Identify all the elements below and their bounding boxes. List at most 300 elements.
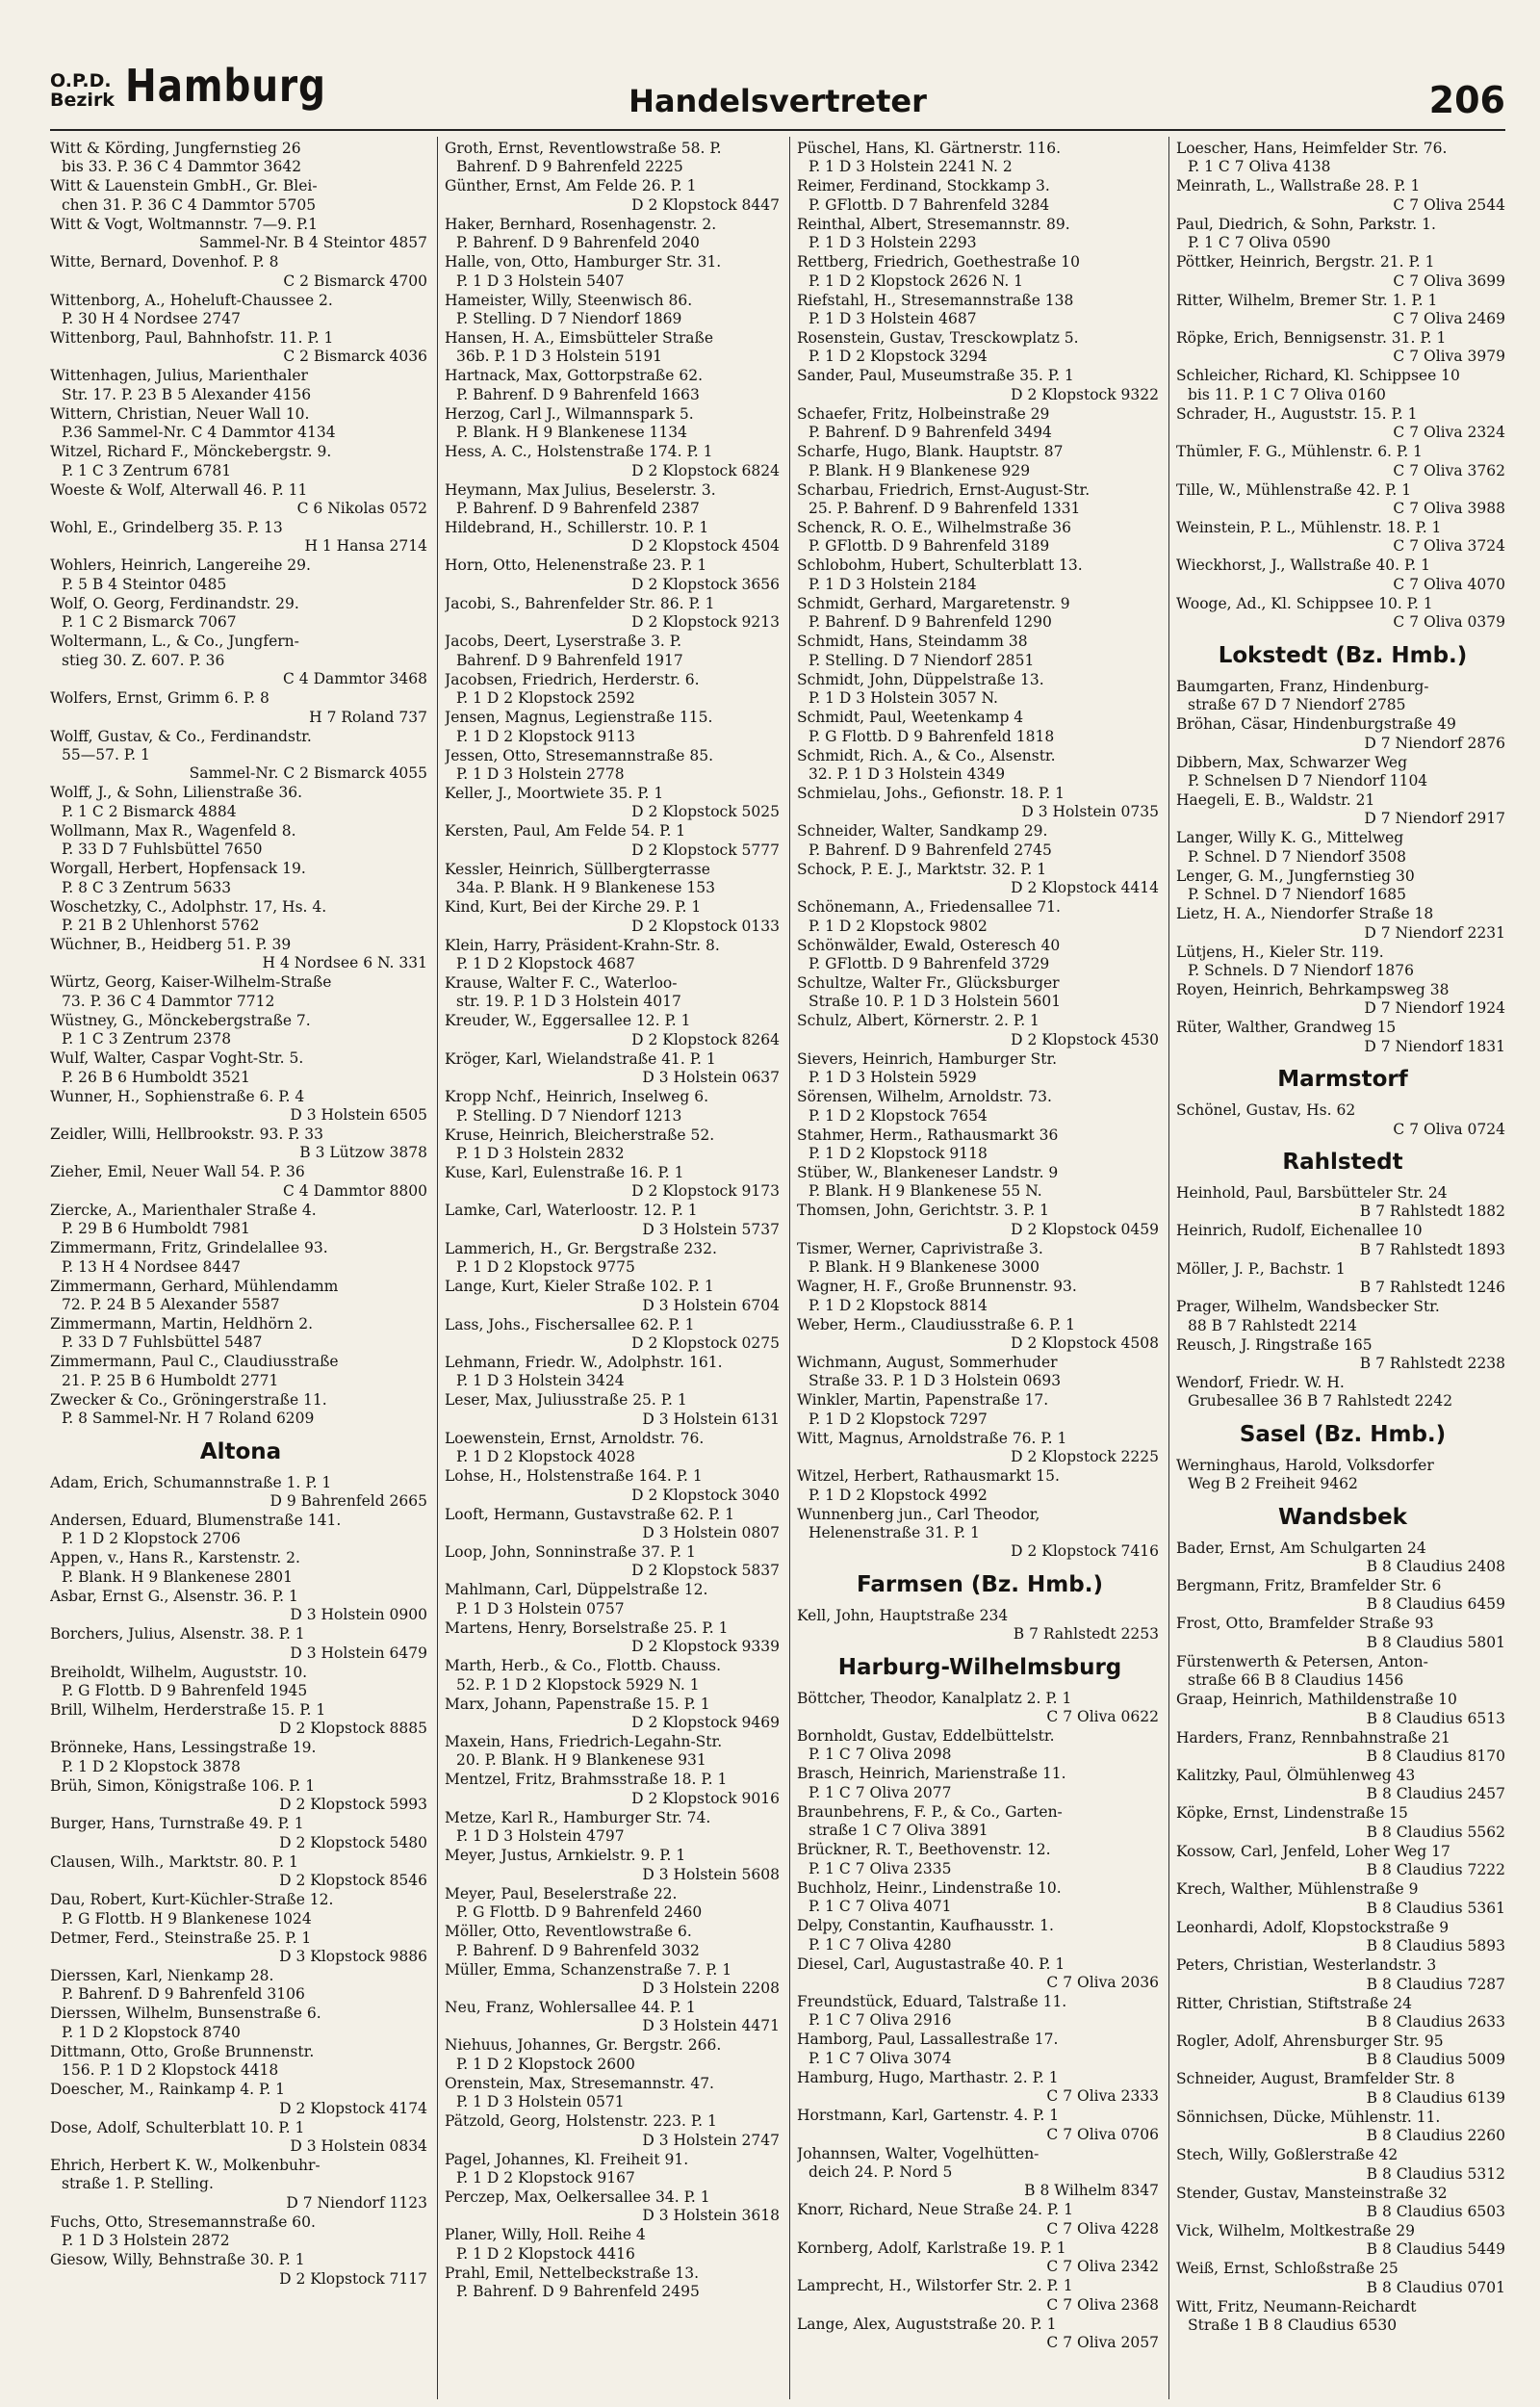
directory-entry xyxy=(1176,595,1509,633)
entry-detail-line: P. Blank. H 9 Blankenese 1134 xyxy=(456,424,687,442)
entry-detail-line: B 8 Claudius 2633 xyxy=(1366,2012,1505,2031)
entry-name-line: Andersen, Eduard, Blumenstraße 141. xyxy=(50,1512,342,1530)
directory-entry xyxy=(797,1316,1163,1354)
entry-detail-line: P. Stelling. D 7 Niendorf 2851 xyxy=(808,651,1035,669)
entry-detail-line: P. G Flottb. D 9 Bahrenfeld 1818 xyxy=(808,727,1055,745)
section-heading: Lokstedt (Bz. Hmb.) xyxy=(1218,642,1468,668)
entry-detail-line: C 7 Oliva 2057 xyxy=(1046,2333,1159,2351)
directory-entry xyxy=(50,595,431,633)
entry-name-line: Leonhardi, Adolf, Klopstockstraße 9 xyxy=(1176,1918,1450,1936)
entry-name-line: Wichmann, August, Sommerhuder xyxy=(797,1354,1058,1371)
entry-detail-line: P. Bahrenf. D 9 Bahrenfeld 2040 xyxy=(456,234,700,252)
entry-name-line: Röpke, Erich, Bennigsenstr. 31. P. 1 xyxy=(1176,329,1447,348)
directory-entry xyxy=(797,329,1163,367)
directory-entry xyxy=(797,595,1163,633)
directory-entry xyxy=(445,556,783,594)
entry-detail-line: P. Blank. H 9 Blankenese 929 xyxy=(808,461,1031,479)
entry-detail-line: D 3 Holstein 3618 xyxy=(642,2207,780,2225)
entry-name-line: Baumgarten, Franz, Hindenburg- xyxy=(1176,677,1429,695)
directory-entry xyxy=(50,1474,431,1512)
entry-detail-line: Bahrenf. D 9 Bahrenfeld 1917 xyxy=(456,651,683,669)
directory-entry xyxy=(50,784,431,821)
entry-name-line: Winkler, Martin, Papenstraße 17. xyxy=(797,1391,1049,1410)
entry-detail-line: P. Stelling. D 7 Niendorf 1213 xyxy=(456,1106,682,1125)
directory-entry xyxy=(1176,177,1509,215)
entry-name-line: Schulz, Albert, Körnerstr. 2. P. 1 xyxy=(797,1012,1040,1030)
directory-entry xyxy=(50,1701,431,1739)
entry-detail-line: D 2 Klopstock 7117 xyxy=(279,2269,427,2288)
column-4 xyxy=(1176,140,1509,2397)
directory-entry xyxy=(50,860,431,897)
entry-name-line: Woschetzky, C., Adolphstr. 17, Hs. 4. xyxy=(50,897,327,916)
entry-name-line: Lange, Kurt, Kieler Straße 102. P. 1 xyxy=(445,1278,714,1296)
directory-entry xyxy=(445,140,783,177)
page-title: Handelsvertreter xyxy=(629,83,927,119)
directory-entry xyxy=(797,633,1163,670)
entry-name-line: Möller, J. P., Bachstr. 1 xyxy=(1176,1259,1346,1278)
entry-name-line: Groth, Ernst, Reventlowstraße 58. P. xyxy=(445,140,722,157)
section-heading: Altona xyxy=(199,1438,282,1464)
entry-name-line: Loop, John, Sonninstraße 37. P. 1 xyxy=(445,1543,696,1562)
directory-entry xyxy=(1176,1919,1509,1956)
entry-name-line: Ziercke, A., Marienthaler Straße 4. xyxy=(50,1201,317,1219)
directory-entry xyxy=(445,481,783,519)
directory-entry xyxy=(797,292,1163,329)
entry-name-line: Vick, Wilhelm, Moltkestraße 29 xyxy=(1176,2221,1416,2239)
directory-entry xyxy=(797,1430,1163,1467)
entry-detail-line: P. 8 Sammel-Nr. H 7 Roland 6209 xyxy=(62,1410,315,1428)
entry-detail-line: 32. P. 1 D 3 Holstein 4349 xyxy=(808,764,1006,783)
entry-detail-line: D 2 Klopstock 0133 xyxy=(631,917,780,935)
entry-detail-line: D 2 Klopstock 4530 xyxy=(1011,1030,1159,1048)
entry-name-line: Kröger, Karl, Wielandstraße 41. P. 1 xyxy=(445,1049,716,1068)
directory-entry xyxy=(1176,292,1509,329)
directory-entry xyxy=(1176,1956,1509,1994)
column-divider xyxy=(437,137,438,2399)
entry-name-line: Wittenborg, Paul, Bahnhofstr. 11. P. 1 xyxy=(50,329,334,348)
entry-name-line: Martens, Henry, Borselstraße 25. P. 1 xyxy=(445,1618,729,1637)
entry-detail-line: B 8 Claudius 7287 xyxy=(1366,1975,1505,1993)
entry-detail-line: B 8 Claudius 8170 xyxy=(1366,1747,1505,1766)
entry-detail-line: B 8 Claudius 5562 xyxy=(1366,1823,1505,1841)
entry-name-line: Möller, Otto, Reventlowstraße 6. xyxy=(445,1923,692,1941)
directory-entry xyxy=(797,1879,1163,1917)
entry-detail-line: P. 30 H 4 Nordsee 2747 xyxy=(62,310,241,328)
entry-name-line: Woltermann, L., & Co., Jungfern- xyxy=(50,633,299,651)
entry-detail-line: P. 33 D 7 Fuhlsbüttel 5487 xyxy=(62,1333,263,1352)
directory-entry xyxy=(445,1809,783,1847)
directory-entry xyxy=(50,2005,431,2042)
section-heading: Sasel (Bz. Hmb.) xyxy=(1239,1421,1447,1447)
entry-detail-line: P. Bahrenf. D 9 Bahrenfeld 2495 xyxy=(456,2283,700,2301)
entry-detail-line: B 8 Claudius 5009 xyxy=(1366,2051,1505,2069)
entry-name-line: Sievers, Heinrich, Hamburger Str. xyxy=(797,1049,1058,1068)
directory-entry xyxy=(445,1619,783,1657)
district-label: O.P.D. Bezirk xyxy=(50,70,115,111)
directory-entry xyxy=(797,1391,1163,1429)
directory-entry xyxy=(50,973,431,1011)
directory-entry xyxy=(445,2151,783,2188)
directory-entry xyxy=(797,1354,1163,1391)
directory-entry xyxy=(445,1240,783,1278)
entry-detail-line: D 7 Niendorf 1831 xyxy=(1364,1037,1505,1055)
entry-detail-line: C 7 Oliva 4228 xyxy=(1046,2219,1159,2238)
entry-detail-line: 20. P. Blank. H 9 Blankenese 931 xyxy=(456,1751,706,1770)
entry-name-line: Frost, Otto, Bramfelder Straße 93 xyxy=(1176,1615,1434,1633)
entry-detail-line: B 8 Claudius 5361 xyxy=(1366,1899,1505,1917)
entry-detail-line: C 7 Oliva 2324 xyxy=(1393,424,1505,442)
entry-name-line: Paul, Diedrich, & Sohn, Parkstr. 1. xyxy=(1176,215,1436,233)
directory-entry xyxy=(1176,1019,1509,1056)
entry-detail-line: D 7 Niendorf 1123 xyxy=(286,2193,427,2212)
directory-entry xyxy=(797,556,1163,594)
entry-detail-line: D 2 Klopstock 4508 xyxy=(1011,1334,1159,1352)
entry-name-line: Meyer, Paul, Beselerstraße 22. xyxy=(445,1884,678,1902)
directory-entry xyxy=(797,2316,1163,2353)
entry-name-line: Jacobi, S., Bahrenfelder Str. 86. P. 1 xyxy=(445,594,715,612)
entry-name-line: Schönel, Gustav, Hs. 62 xyxy=(1176,1101,1356,1120)
entry-name-line: Kuse, Karl, Eulenstraße 16. P. 1 xyxy=(445,1163,684,1181)
entry-name-line: Dau, Robert, Kurt-Küchler-Straße 12. xyxy=(50,1891,334,1909)
entry-detail-line: D 2 Klopstock 5777 xyxy=(631,841,780,859)
directory-entry xyxy=(445,1733,783,1771)
directory-entry xyxy=(1176,944,1509,981)
entry-name-line: Dose, Adolf, Schulterblatt 10. P. 1 xyxy=(50,2118,305,2136)
directory-entry xyxy=(1176,754,1509,791)
entry-detail-line: P. 1 D 3 Holstein 2241 N. 2 xyxy=(808,158,1013,176)
entry-name-line: Breiholdt, Wilhelm, Auguststr. 10. xyxy=(50,1663,308,1681)
entry-name-line: Delpy, Constantin, Kaufhausstr. 1. xyxy=(797,1917,1054,1935)
entry-detail-line: D 2 Klopstock 9213 xyxy=(631,613,780,632)
directory-entry xyxy=(797,974,1163,1012)
entry-detail-line: D 2 Klopstock 8264 xyxy=(631,1030,780,1048)
column-2 xyxy=(445,140,783,2397)
directory-entry xyxy=(50,1929,431,1967)
directory-entry xyxy=(1176,216,1509,253)
entry-detail-line: D 3 Holstein 0637 xyxy=(642,1069,780,1087)
entry-detail-line: P. 1 D 3 Holstein 5407 xyxy=(456,272,625,290)
entry-name-line: Witzel, Richard F., Mönckebergstr. 9. xyxy=(50,443,332,461)
directory-entry xyxy=(445,861,783,898)
column-divider xyxy=(789,137,790,2399)
entry-name-line: Weinstein, P. L., Mühlenstr. 18. P. 1 xyxy=(1176,519,1442,537)
entry-name-line: Witt & Vogt, Woltmannstr. 7—9. P.1 xyxy=(50,215,319,233)
entry-name-line: Horstmann, Karl, Gartenstr. 4. P. 1 xyxy=(797,2107,1060,2125)
entry-name-line: Maxein, Hans, Friedrich-Legahn-Str. xyxy=(445,1733,723,1751)
directory-entry xyxy=(1176,405,1509,443)
entry-detail-line: D 3 Holstein 5608 xyxy=(642,1865,780,1883)
entry-name-line: Schmidt, Rich. A., & Co., Alsenstr. xyxy=(797,746,1056,764)
entry-name-line: Heymann, Max Julius, Beselerstr. 3. xyxy=(445,480,716,499)
directory-entry xyxy=(797,216,1163,253)
directory-entry xyxy=(50,633,431,688)
entry-name-line: Wollmann, Max R., Wagenfeld 8. xyxy=(50,821,296,840)
entry-name-line: Rosenstein, Gustav, Tresckowplatz 5. xyxy=(797,329,1079,348)
entry-name-line: Schmidt, Gerhard, Margaretenstr. 9 xyxy=(797,594,1070,612)
entry-detail-line: P. 1 D 3 Holstein 2832 xyxy=(456,1144,625,1162)
entry-detail-line: P. 1 D 2 Klopstock 8740 xyxy=(62,2023,241,2041)
directory-entry xyxy=(797,1012,1163,1049)
entry-name-line: Wohlers, Heinrich, Langereihe 29. xyxy=(50,556,311,575)
entry-name-line: Witt, Fritz, Neumann-Reichardt xyxy=(1176,2297,1417,2316)
entry-detail-line: P. 1 D 2 Klopstock 2626 N. 1 xyxy=(808,272,1024,290)
directory-entry xyxy=(50,405,431,443)
entry-name-line: Herzog, Carl J., Wilmannspark 5. xyxy=(445,404,694,423)
entry-name-line: Schönwälder, Ewald, Osteresch 40 xyxy=(797,936,1061,954)
entry-name-line: Brüh, Simon, Königstraße 106. P. 1 xyxy=(50,1776,316,1795)
entry-detail-line: P. 1 D 2 Klopstock 9113 xyxy=(456,727,635,745)
entry-detail-line: P. G Flottb. H 9 Blankenese 1024 xyxy=(62,1909,312,1928)
directory-entry xyxy=(797,1803,1163,1841)
entry-detail-line: P. G Flottb. D 9 Bahrenfeld 1945 xyxy=(62,1682,308,1700)
entry-detail-line: bis 33. P. 36 C 4 Dammtor 3642 xyxy=(62,158,302,176)
directory-entry xyxy=(50,2119,431,2157)
directory-entry xyxy=(445,937,783,974)
entry-detail-line: C 7 Oliva 3699 xyxy=(1393,272,1505,290)
directory-entry xyxy=(445,1430,783,1467)
entry-detail-line: P. 1 C 7 Oliva 2916 xyxy=(808,2011,952,2030)
entry-detail-line: P. 1 D 2 Klopstock 4416 xyxy=(456,2244,635,2263)
entry-detail-line: P. 1 C 2 Bismarck 4884 xyxy=(62,802,237,820)
directory-entry xyxy=(50,1664,431,1701)
entry-name-line: Wendorf, Friedr. W. H. xyxy=(1176,1374,1345,1391)
directory-entry xyxy=(445,2265,783,2302)
directory-entry xyxy=(797,2107,1163,2144)
entry-detail-line: D 2 Klopstock 8885 xyxy=(279,1720,427,1738)
directory-entry xyxy=(445,177,783,215)
entry-detail-line: P. Schnel. D 7 Niendorf 1685 xyxy=(1188,886,1406,904)
directory-entry xyxy=(50,253,431,291)
entry-detail-line: P. GFlottb. D 9 Bahrenfeld 3189 xyxy=(808,537,1050,556)
directory-entry xyxy=(50,1049,431,1087)
directory-entry xyxy=(50,1853,431,1891)
directory-entry xyxy=(445,1923,783,1960)
entry-detail-line: 21. P. 25 B 6 Humboldt 2771 xyxy=(62,1371,279,1389)
entry-detail-line: D 3 Holstein 6479 xyxy=(290,1643,427,1662)
entry-detail-line: straße 66 B 8 Claudius 1456 xyxy=(1188,1671,1404,1690)
directory-entry xyxy=(50,481,431,519)
entry-name-line: Witt & Körding, Jungfernstieg 26 xyxy=(50,140,301,157)
directory-entry xyxy=(1176,1184,1509,1222)
entry-detail-line: straße 1. P. Stelling. xyxy=(62,2175,214,2193)
entry-name-line: Bornholdt, Gustav, Eddelbüttelstr. xyxy=(797,1727,1055,1746)
entry-name-line: Schock, P. E. J., Marktstr. 32. P. 1 xyxy=(797,860,1047,878)
entry-detail-line: P. 1 C 7 Oliva 3074 xyxy=(808,2049,952,2067)
entry-name-line: Wolf, O. Georg, Ferdinandstr. 29. xyxy=(50,594,299,612)
entry-name-line: Wittenborg, A., Hoheluft-Chaussee 2. xyxy=(50,291,333,309)
entry-name-line: Schultze, Walter Fr., Glücksburger xyxy=(797,973,1060,992)
entry-detail-line: P. 1 C 7 Oliva 2098 xyxy=(808,1746,952,1764)
entry-detail-line: straße 67 D 7 Niendorf 2785 xyxy=(1188,696,1406,714)
directory-entry xyxy=(445,1999,783,2036)
entry-detail-line: P. 13 H 4 Nordsee 8447 xyxy=(62,1257,241,1276)
entry-detail-line: P. 1 D 2 Klopstock 7297 xyxy=(808,1410,988,1428)
directory-entry xyxy=(50,2213,431,2251)
section-heading: Harburg-Wilhelmsburg xyxy=(837,1654,1122,1680)
entry-name-line: Wolff, Gustav, & Co., Ferdinandstr. xyxy=(50,727,312,745)
entry-detail-line: B 8 Claudius 5893 xyxy=(1366,1937,1505,1955)
entry-detail-line: straße 1 C 7 Oliva 3891 xyxy=(808,1822,988,1840)
entry-detail-line: P. 1 D 2 Klopstock 9167 xyxy=(456,2168,635,2187)
entry-name-line: Langer, Willy K. G., Mittelweg xyxy=(1176,829,1404,847)
entry-detail-line: P. 1 D 2 Klopstock 9802 xyxy=(808,917,988,935)
entry-name-line: Lehmann, Friedr. W., Adolphstr. 161. xyxy=(445,1354,723,1371)
entry-name-line: Kell, John, Hauptstraße 234 xyxy=(797,1606,1009,1624)
directory-entry xyxy=(797,177,1163,215)
section-heading: Rahlstedt xyxy=(1282,1149,1403,1175)
directory-entry xyxy=(797,1607,1163,1644)
entry-detail-line: D 2 Klopstock 9173 xyxy=(631,1182,780,1201)
entry-detail-line: D 3 Holstein 6505 xyxy=(290,1105,427,1124)
entry-name-line: Schleicher, Richard, Kl. Schippsee 10 xyxy=(1176,367,1460,385)
entry-detail-line: D 7 Niendorf 2876 xyxy=(1364,734,1505,752)
entry-detail-line: P. G Flottb. D 9 Bahrenfeld 2460 xyxy=(456,1903,703,1922)
entry-name-line: Pöttker, Heinrich, Bergstr. 21. P. 1 xyxy=(1176,253,1435,272)
directory-entry xyxy=(797,2145,1163,2201)
directory-entry xyxy=(1176,2298,1509,2336)
entry-detail-line: P. 1 C 7 Oliva 2335 xyxy=(808,1859,952,1877)
entry-detail-line: D 7 Niendorf 1924 xyxy=(1364,999,1505,1018)
entry-name-line: Borchers, Julius, Alsenstr. 38. P. 1 xyxy=(50,1625,305,1643)
entry-detail-line: P. GFlottb. D 7 Bahrenfeld 3284 xyxy=(808,195,1050,214)
directory-entry xyxy=(445,1088,783,1126)
entry-name-line: Wagner, H. F., Große Brunnenstr. 93. xyxy=(797,1278,1077,1296)
directory-entry xyxy=(445,709,783,746)
directory-entry xyxy=(1176,556,1509,594)
entry-detail-line: B 7 Rahlstedt 1882 xyxy=(1359,1203,1505,1221)
directory-entry xyxy=(1176,1691,1509,1728)
entry-name-line: Dibbern, Max, Schwarzer Weg xyxy=(1176,753,1407,771)
directory-entry xyxy=(1176,791,1509,829)
entry-name-line: Rüter, Walther, Grandweg 15 xyxy=(1176,1019,1397,1037)
entry-name-line: Scharbau, Friedrich, Ernst-August-Str. xyxy=(797,480,1091,499)
entry-detail-line: C 7 Oliva 2036 xyxy=(1046,1973,1159,1991)
entry-detail-line: C 7 Oliva 2544 xyxy=(1393,195,1505,214)
entry-name-line: Schrader, H., Auguststr. 15. P. 1 xyxy=(1176,404,1418,423)
header-rule xyxy=(50,129,1505,131)
entry-detail-line: 25. P. Bahrenf. D 9 Bahrenfeld 1331 xyxy=(808,500,1081,518)
directory-entry xyxy=(797,1240,1163,1278)
column-divider xyxy=(1168,137,1169,2399)
entry-name-line: Wittenhagen, Julius, Marienthaler xyxy=(50,367,308,385)
entry-name-line: Bader, Ernst, Am Schulgarten 24 xyxy=(1176,1539,1426,1557)
entry-name-line: Stahmer, Herm., Rathausmarkt 36 xyxy=(797,1126,1059,1144)
entry-detail-line: P. 21 B 2 Uhlenhorst 5762 xyxy=(62,916,260,934)
entry-detail-line: C 7 Oliva 0724 xyxy=(1393,1120,1505,1138)
entry-detail-line: P. 1 D 3 Holstein 4687 xyxy=(808,310,977,328)
entry-detail-line: D 3 Holstein 0807 xyxy=(642,1524,780,1542)
entry-detail-line: P. 1 D 3 Holstein 5929 xyxy=(808,1069,977,1087)
directory-entry xyxy=(445,367,783,404)
directory-entry xyxy=(797,1955,1163,1993)
entry-name-line: Wittern, Christian, Neuer Wall 10. xyxy=(50,404,310,423)
entry-detail-line: B 7 Rahlstedt 1246 xyxy=(1359,1279,1505,1297)
directory-entry xyxy=(445,1354,783,1391)
entry-name-line: Johannsen, Walter, Vogelhütten- xyxy=(797,2144,1040,2162)
entry-detail-line: P. 1 D 3 Holstein 2293 xyxy=(808,234,977,252)
entry-detail-line: P. Bahrenf. D 9 Bahrenfeld 3032 xyxy=(456,1941,700,1959)
directory-entry xyxy=(1176,329,1509,367)
entry-detail-line: P. 1 D 3 Holstein 3424 xyxy=(456,1372,625,1390)
entry-detail-line: D 7 Niendorf 2917 xyxy=(1364,810,1505,828)
directory-entry xyxy=(1176,1880,1509,1918)
entry-name-line: Kruse, Heinrich, Bleicherstraße 52. xyxy=(445,1126,715,1144)
entry-detail-line: P. Bahrenf. D 9 Bahrenfeld 2745 xyxy=(808,841,1052,859)
entry-detail-line: P. 8 C 3 Zentrum 5633 xyxy=(62,878,232,896)
entry-detail-line: P. 1 D 2 Klopstock 4028 xyxy=(456,1448,635,1466)
entry-detail-line: C 2 Bismarck 4700 xyxy=(283,272,427,290)
directory-entry xyxy=(445,671,783,709)
entry-name-line: Hameister, Willy, Steenwisch 86. xyxy=(445,291,693,309)
entry-name-line: Mahlmann, Carl, Düppelstraße 12. xyxy=(445,1581,708,1599)
entry-name-line: Kreuder, W., Eggersallee 12. P. 1 xyxy=(445,1012,691,1030)
entry-detail-line: D 2 Klopstock 9339 xyxy=(631,1638,780,1656)
city-name: Hamburg xyxy=(125,60,326,112)
entry-name-line: Schneider, August, Bramfelder Str. 8 xyxy=(1176,2070,1455,2088)
directory-entry xyxy=(1176,367,1509,404)
entry-name-line: Harders, Franz, Rennbahnstraße 21 xyxy=(1176,1728,1450,1747)
entry-name-line: Klein, Harry, Präsident-Krahn-Str. 8. xyxy=(445,936,720,954)
directory-entry xyxy=(445,747,783,785)
entry-name-line: Sörensen, Wilhelm, Arnoldstr. 73. xyxy=(797,1088,1052,1106)
entry-name-line: Kersten, Paul, Am Felde 54. P. 1 xyxy=(445,822,686,841)
entry-name-line: Hartnack, Max, Gottorpstraße 62. xyxy=(445,367,704,385)
directory-entry xyxy=(797,1467,1163,1505)
entry-name-line: Wulf, Walter, Caspar Voght-Str. 5. xyxy=(50,1049,304,1068)
entry-detail-line: B 8 Claudius 6139 xyxy=(1366,2088,1505,2107)
entry-detail-line: B 3 Lützow 3878 xyxy=(299,1144,427,1162)
entry-name-line: Peters, Christian, Westerlandstr. 3 xyxy=(1176,1956,1437,1975)
entry-name-line: Brönneke, Hans, Lessingstraße 19. xyxy=(50,1739,317,1757)
directory-entry xyxy=(50,1588,431,1625)
entry-name-line: Wüstney, G., Mönckebergstraße 7. xyxy=(50,1011,311,1029)
directory-entry xyxy=(1176,1260,1509,1298)
entry-detail-line: 72. P. 24 B 5 Alexander 5587 xyxy=(62,1296,280,1313)
directory-entry xyxy=(797,2201,1163,2239)
entry-name-line: Ehrich, Herbert K. W., Molkenbuhr- xyxy=(50,2156,321,2174)
directory-entry xyxy=(797,367,1163,404)
directory-entry xyxy=(50,367,431,404)
entry-detail-line: D 2 Klopstock 8546 xyxy=(279,1872,427,1890)
directory-entry xyxy=(797,1088,1163,1126)
entry-name-line: Perczep, Max, Oelkersallee 34. P. 1 xyxy=(445,2187,710,2206)
directory-entry xyxy=(50,140,431,177)
entry-name-line: Schmidt, Hans, Steindamm 38 xyxy=(797,633,1028,651)
entry-detail-line: P. 1 D 2 Klopstock 7654 xyxy=(808,1106,988,1125)
directory-entry xyxy=(1176,1615,1509,1652)
entry-detail-line: D 3 Holstein 0735 xyxy=(1021,803,1159,821)
entry-detail-line: 73. P. 36 C 4 Dammtor 7712 xyxy=(62,992,275,1010)
directory-entry xyxy=(445,1316,783,1354)
page-header xyxy=(50,58,1505,135)
directory-entry xyxy=(797,2277,1163,2315)
directory-entry xyxy=(445,822,783,860)
section-heading: Marmstorf xyxy=(1277,1067,1408,1093)
directory-entry xyxy=(50,216,431,253)
entry-detail-line: P. 26 B 6 Humboldt 3521 xyxy=(62,1068,250,1086)
entry-name-line: Pätzold, Georg, Holstenstr. 223. P. 1 xyxy=(445,2112,717,2131)
directory-entry xyxy=(445,1771,783,1808)
entry-name-line: Sönnichsen, Dücke, Mühlenstr. 11. xyxy=(1176,2108,1441,2126)
entry-name-line: Dierssen, Karl, Nienkamp 28. xyxy=(50,1966,274,1984)
entry-detail-line: B 8 Claudius 2260 xyxy=(1366,2127,1505,2145)
entry-detail-line: P. 1 D 2 Klopstock 2706 xyxy=(62,1530,241,1548)
entry-name-line: Burger, Hans, Turnstraße 49. P. 1 xyxy=(50,1815,304,1833)
directory-entry xyxy=(50,1777,431,1815)
entry-detail-line: D 2 Klopstock 0459 xyxy=(1011,1220,1159,1238)
directory-entry xyxy=(1176,1653,1509,1691)
entry-detail-line: D 3 Holstein 0834 xyxy=(290,2136,427,2155)
